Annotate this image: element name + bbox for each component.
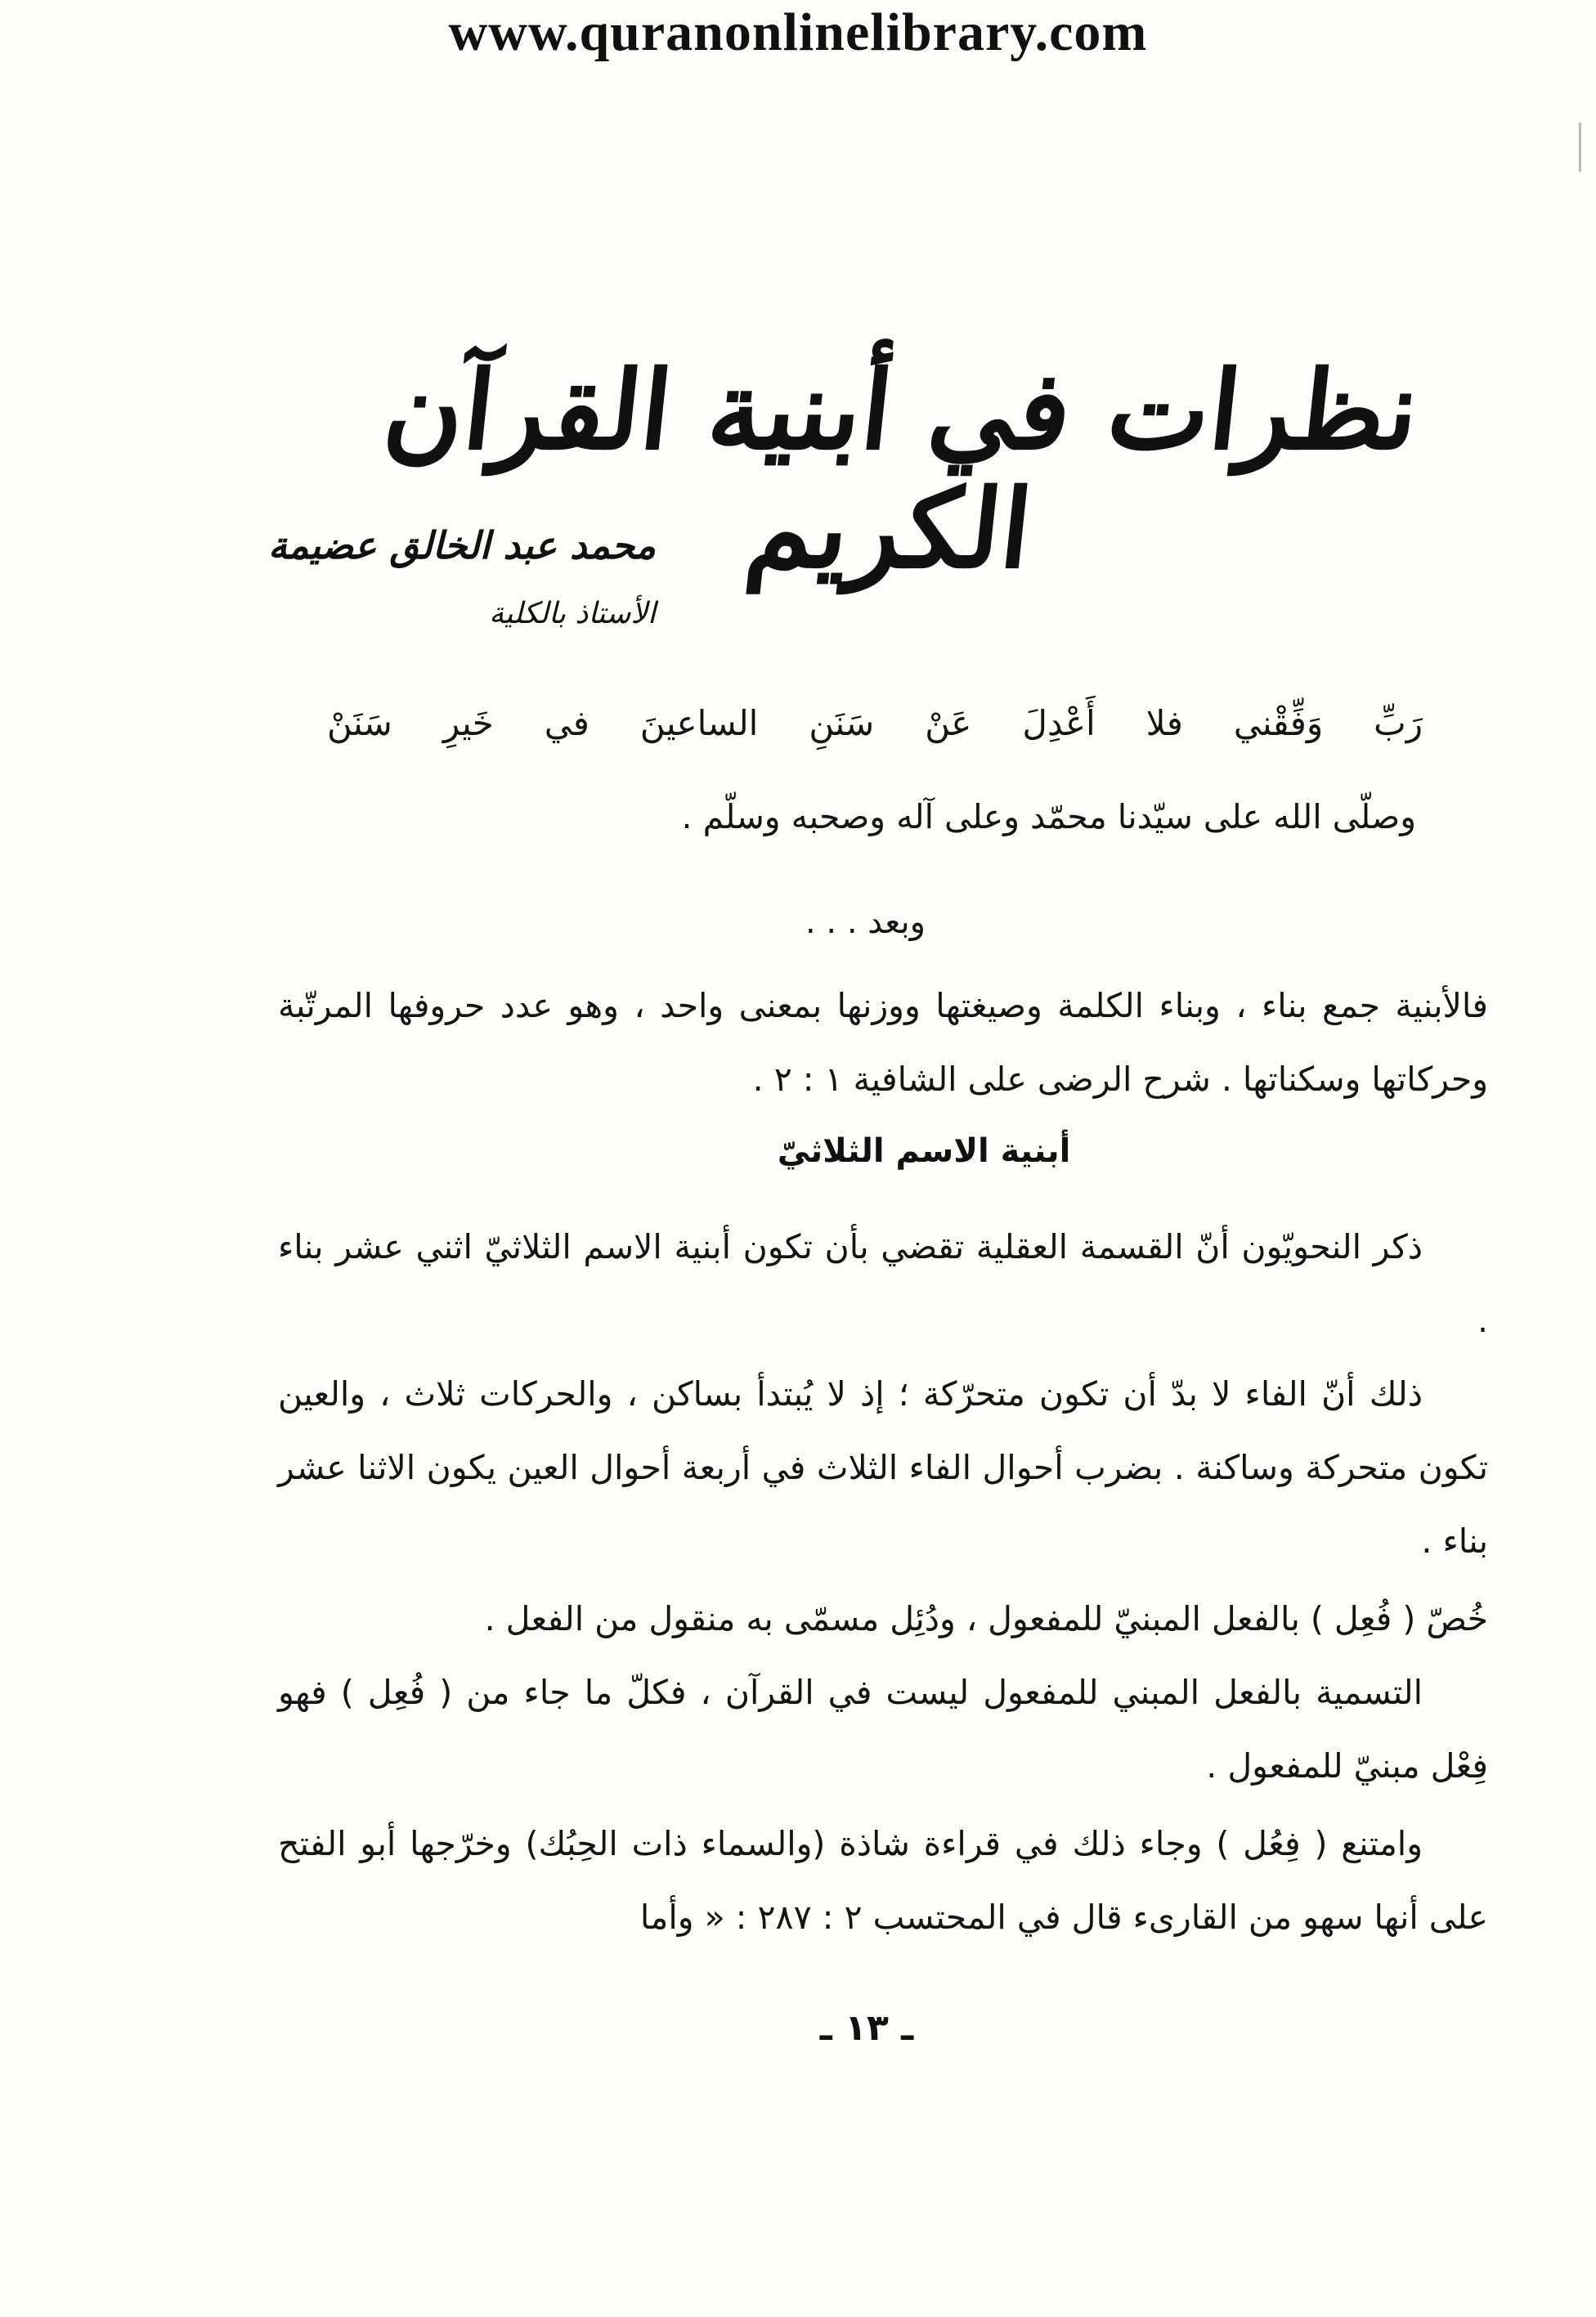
paragraph-vowels: ذلك أنّ الفاء لا بدّ أن تكون متحرّكة ؛ إذ لا يُبتدأ بساكن ، والحركات ثلاث ، والعين تكون متحركة وساكنة . بضرب أحوال الفاء الثلاث في أربعة أحوال العين يكون الاثنا عشر بناء . [278, 1374, 1488, 1561]
opening-verse: رَبِّ وَفِّقْني فلا أَعْدِلَ عَنْ سَنَنِ الساعينَ في خَيرِ سَنَنْ [327, 703, 1423, 743]
author-role: الأستاذ بالكلية [489, 597, 656, 630]
author-name: محمد عبد الخالق عضيمة [268, 523, 656, 567]
paragraph-passive-naming: التسمية بالفعل المبني للمفعول ليست في القرآن ، فكلّ ما جاء من ( فُعِل ) فهو فِعْل مبنيّ للمفعول . [278, 1673, 1488, 1786]
section-heading: أبنية الاسم الثلاثيّ [777, 1132, 1071, 1170]
paragraph-twelve-forms: ذكر النحويّون أنّ القسمة العقلية تقضي بأن تكون أبنية الاسم الثلاثيّ اثني عشر بناء . [278, 1227, 1488, 1340]
page-number: ـ ١٣ ـ [819, 2007, 914, 2049]
transition-phrase: وبعد . . . [805, 903, 926, 941]
paragraph-definition: فالأبنية جمع بناء ، وبناء الكلمة وصيغتها ووزنها بمعنى واحد ، وهو عدد حروفها المرتّبة وحركاتها وسكناتها . شرح الرضى على الشافية ١ : ٢ . [278, 986, 1488, 1099]
paragraph-fuila: خُصّ ( فُعِل ) بالفعل المبنيّ للمفعول ، ودُئِل مسمّى به منقول من الفعل . [484, 1599, 1488, 1638]
scan-edge-mark [1579, 123, 1581, 172]
site-url-header: www.quranonlinelibrary.com [448, 2, 1148, 62]
paragraph-fiul: وامتنع ( فِعُل ) وجاء ذلك في قراءة شاذة (والسماء ذات الحِبُك) وخرّجها أبو الفتح على أنها سهو من القارىء قال في المحتسب ٢ : ٢٨٧ : « وأما [278, 1824, 1488, 1937]
blessing-line: وصلّى الله على سيّدنا محمّد وعلى آله وصحبه وسلّم . [681, 797, 1416, 836]
article-title: نظرات في أبنية القرآن الكريم [378, 347, 1425, 594]
